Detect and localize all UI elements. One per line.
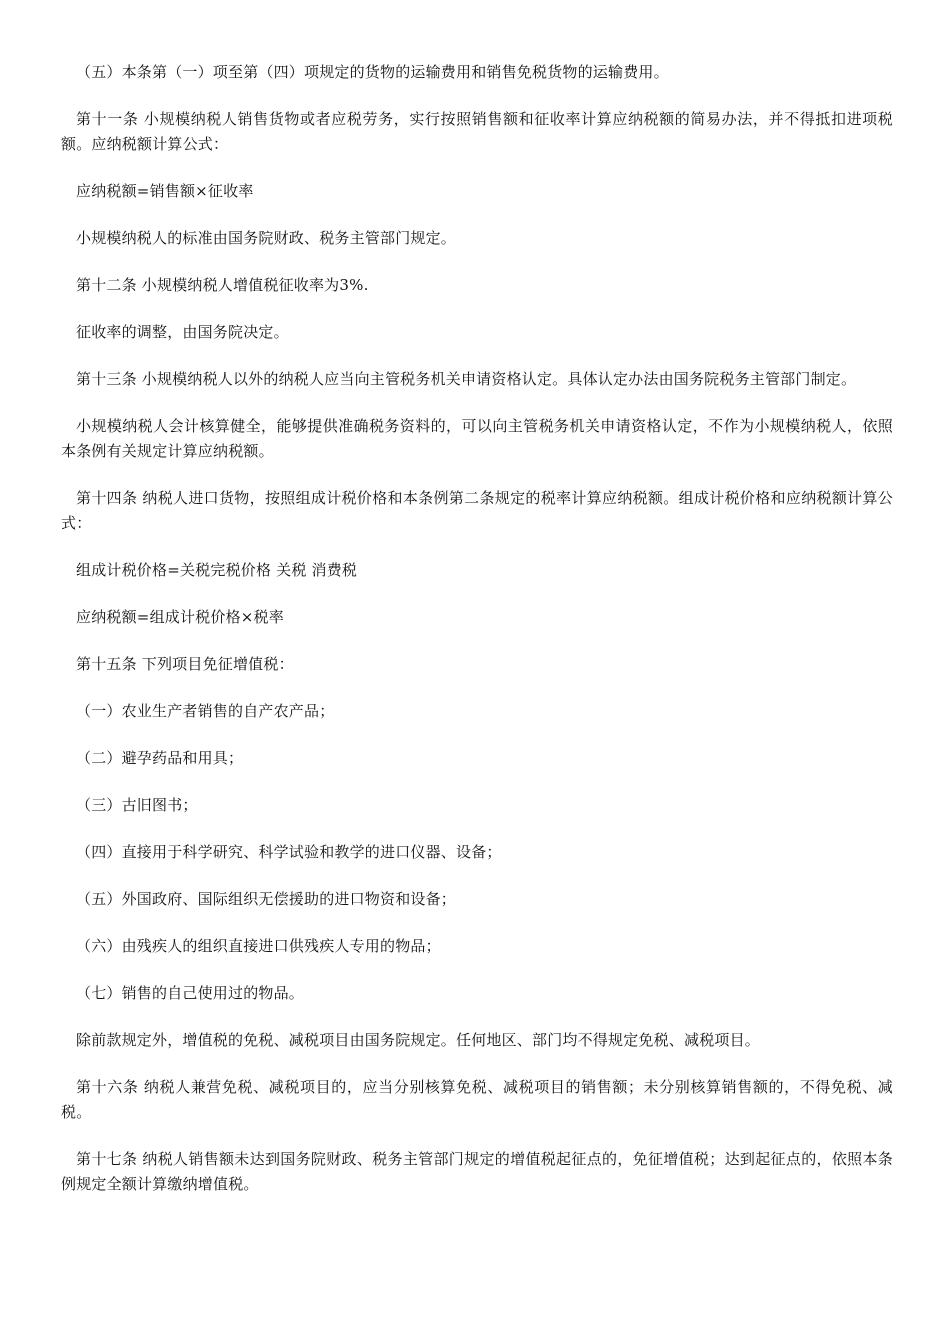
- paragraph: （五）本条第（一）项至第（四）项规定的货物的运输费用和销售免税货物的运输费用。: [76, 63, 669, 81]
- list-item: （四）直接用于科学研究、科学试验和教学的进口仪器、设备；: [76, 843, 502, 861]
- paragraph: 征收率的调整，由国务院决定。: [76, 323, 289, 341]
- list-item: （六）由残疾人的组织直接进口供残疾人专用的物品；: [76, 937, 441, 955]
- article-11-paragraph: 第十一条 小规模纳税人销售货物或者应税劳务，实行按照销售额和征收率计算应纳税额的简易办法，并不得抵扣进项税额。应纳税额计算公式：: [61, 110, 893, 153]
- document-body: [61, 60, 893, 1219]
- paragraph: 除前款规定外，增值税的免税、减税项目由国务院规定。任何地区、部门均不得规定免税、减税项目。: [76, 1031, 761, 1049]
- article-14-paragraph: 第十四条 纳税人进口货物，按照组成计税价格和本条例第二条规定的税率计算应纳税额。组成计税价格和应纳税额计算公式：: [61, 489, 893, 532]
- article-15-paragraph: 第十五条 下列项目免征增值税：: [76, 655, 294, 673]
- list-item: （三）古旧图书；: [76, 796, 198, 814]
- list-item: （七）销售的自己使用过的物品。: [76, 984, 305, 1002]
- formula-paragraph: 应纳税额=组成计税价格×税率: [76, 608, 284, 626]
- article-13-paragraph: 第十三条 小规模纳税人以外的纳税人应当向主管税务机关申请资格认定。具体认定办法由国务院税务主管部门制定。: [76, 370, 857, 388]
- article-17-paragraph: 第十七条 纳税人销售额未达到国务院财政、税务主管部门规定的增值税起征点的，免征增值税；达到起征点的，依照本条例规定全额计算缴纳增值税。: [61, 1150, 893, 1193]
- article-12-paragraph: 第十二条 小规模纳税人增值税征收率为3%.: [76, 276, 369, 294]
- article-16-paragraph: 第十六条 纳税人兼营免税、减税项目的，应当分别核算免税、减税项目的销售额；未分别核算销售额的，不得免税、减税。: [61, 1078, 893, 1121]
- list-item: （二）避孕药品和用具；: [76, 749, 244, 767]
- paragraph: 小规模纳税人的标准由国务院财政、税务主管部门规定。: [76, 229, 457, 247]
- formula-paragraph: 应纳税额=销售额×征收率: [76, 182, 254, 200]
- paragraph: 小规模纳税人会计核算健全，能够提供准确税务资料的，可以向主管税务机关申请资格认定，不作为小规模纳税人，依照本条例有关规定计算应纳税额。: [61, 417, 893, 460]
- list-item: （一）农业生产者销售的自产农产品；: [76, 702, 335, 720]
- formula-paragraph: 组成计税价格=关税完税价格 关税 消费税: [76, 561, 358, 579]
- list-item: （五）外国政府、国际组织无偿援助的进口物资和设备；: [76, 890, 457, 908]
